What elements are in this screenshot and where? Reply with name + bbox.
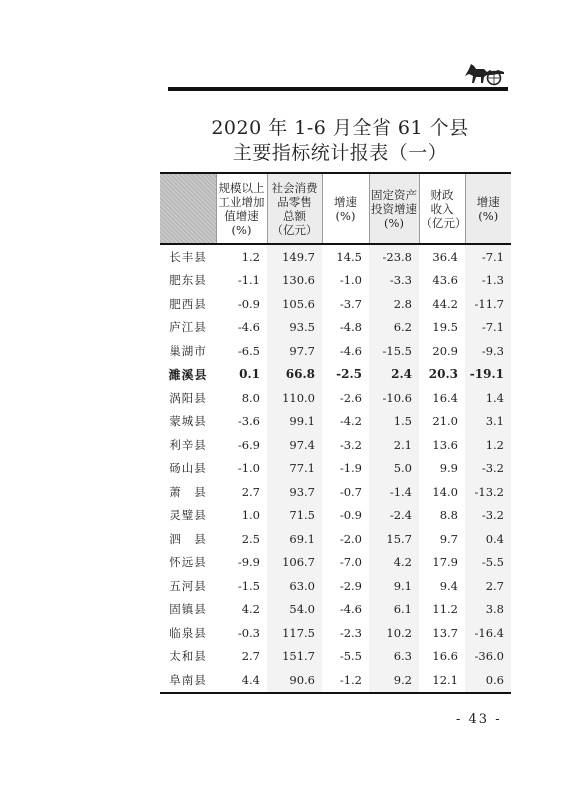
value-cell: 5.0 <box>369 457 419 481</box>
value-cell: -16.4 <box>465 621 511 645</box>
value-cell: -36.0 <box>465 645 511 669</box>
county-name-cell: 灵璧县 <box>169 508 207 523</box>
value-cell: -3.6 <box>237 414 260 429</box>
value-cell: 130.6 <box>267 269 322 293</box>
industrial-growth-header: 规模以上 工业增加 值增速 (%) <box>216 173 267 244</box>
county-indicator-table <box>160 172 511 694</box>
retail-sales-header: 社会消费 品零售 总额 （亿元） <box>267 173 322 244</box>
value-cell: -2.9 <box>339 578 362 593</box>
table-row <box>160 645 511 669</box>
table-row <box>160 363 511 387</box>
value-cell: -3.7 <box>339 296 362 311</box>
value-cell: -2.3 <box>339 625 362 640</box>
county-name-cell: 砀山县 <box>169 461 207 476</box>
value-cell: -5.5 <box>339 649 362 664</box>
value-cell: 16.4 <box>432 390 458 405</box>
value-cell: 6.2 <box>369 316 419 340</box>
table-row <box>160 551 511 575</box>
value-cell: 97.4 <box>267 433 322 457</box>
value-cell: -11.7 <box>465 292 511 316</box>
value-cell: 54.0 <box>267 598 322 622</box>
county-name-cell: 涡阳县 <box>169 390 207 405</box>
value-cell: 77.1 <box>267 457 322 481</box>
fiscal-revenue-header: 财政 收入 （亿元） <box>419 173 465 244</box>
value-cell: 13.7 <box>432 625 458 640</box>
value-cell: 12.1 <box>419 668 465 693</box>
table-row <box>160 574 511 598</box>
value-cell: -3.2 <box>339 437 362 452</box>
value-cell: 2.8 <box>369 292 419 316</box>
value-cell: 97.7 <box>267 339 322 363</box>
page-number: - 43 - <box>456 712 502 727</box>
value-cell: -4.6 <box>339 602 362 617</box>
value-cell: -0.9 <box>237 296 260 311</box>
value-cell: -5.5 <box>465 551 511 575</box>
value-cell: 1.2 <box>241 249 260 264</box>
county-name-cell: 庐江县 <box>169 320 207 335</box>
value-cell: 2.7 <box>241 484 260 499</box>
value-cell: 93.7 <box>267 480 322 504</box>
table-row <box>160 457 511 481</box>
table-row <box>160 480 511 504</box>
value-cell: -1.0 <box>237 461 260 476</box>
value-cell: -4.6 <box>237 320 260 335</box>
table-row <box>160 504 511 528</box>
value-cell: 11.2 <box>432 602 458 617</box>
value-cell: -3.2 <box>465 504 511 528</box>
table-row <box>160 316 511 340</box>
value-cell: 99.1 <box>267 410 322 434</box>
value-cell: -2.5 <box>336 367 362 382</box>
value-cell: 16.6 <box>432 649 458 664</box>
value-cell: 105.6 <box>267 292 322 316</box>
value-cell: 10.2 <box>369 621 419 645</box>
value-cell: 0.1 <box>239 367 260 382</box>
value-cell: -1.1 <box>237 273 260 288</box>
value-cell: 1.0 <box>241 508 260 523</box>
county-name-cell: 阜南县 <box>160 668 216 693</box>
county-header-cell <box>160 173 216 244</box>
value-cell: 0.4 <box>465 527 511 551</box>
value-cell: 20.3 <box>428 367 458 382</box>
value-cell: 17.9 <box>432 555 458 570</box>
value-cell: 151.7 <box>267 645 322 669</box>
value-cell: 8.8 <box>439 508 458 523</box>
value-cell: 3.8 <box>465 598 511 622</box>
table-header-row <box>160 173 511 244</box>
value-cell: 13.6 <box>432 437 458 452</box>
county-name-cell: 临泉县 <box>169 625 207 640</box>
value-cell: -0.9 <box>339 508 362 523</box>
table-row <box>160 339 511 363</box>
county-name-cell: 蒙城县 <box>169 414 207 429</box>
value-cell: -19.1 <box>465 363 511 387</box>
county-name-cell: 怀远县 <box>169 555 207 570</box>
county-name-cell: 利辛县 <box>169 437 207 452</box>
value-cell: 14.0 <box>432 484 458 499</box>
value-cell: 2.1 <box>369 433 419 457</box>
value-cell: -2.6 <box>339 390 362 405</box>
value-cell: 9.9 <box>439 461 458 476</box>
value-cell: 63.0 <box>267 574 322 598</box>
value-cell: 149.7 <box>267 244 322 269</box>
value-cell: -9.9 <box>237 555 260 570</box>
table-row <box>160 386 511 410</box>
value-cell: -2.0 <box>339 531 362 546</box>
value-cell: 4.4 <box>216 668 267 693</box>
table-row <box>160 527 511 551</box>
value-cell: -4.8 <box>339 320 362 335</box>
value-cell: -4.6 <box>339 343 362 358</box>
value-cell: 1.2 <box>465 433 511 457</box>
value-cell: -1.9 <box>339 461 362 476</box>
value-cell: 9.1 <box>369 574 419 598</box>
value-cell: 9.4 <box>439 578 458 593</box>
value-cell: 69.1 <box>267 527 322 551</box>
value-cell: -4.2 <box>339 414 362 429</box>
value-cell: 14.5 <box>336 249 362 264</box>
county-name-cell: 泗 县 <box>169 531 207 546</box>
value-cell: -13.2 <box>465 480 511 504</box>
county-name-cell: 肥西县 <box>169 296 207 311</box>
value-cell: -1.3 <box>465 269 511 293</box>
value-cell: 21.0 <box>432 414 458 429</box>
value-cell: 2.7 <box>241 649 260 664</box>
fiscal-growth-header: 增速 (%) <box>465 173 511 244</box>
value-cell: -7.1 <box>465 316 511 340</box>
value-cell: 6.1 <box>369 598 419 622</box>
value-cell: -0.3 <box>237 625 260 640</box>
value-cell: 0.6 <box>465 668 511 693</box>
value-cell: -9.3 <box>465 339 511 363</box>
investment-growth-header: 固定资产 投资增速 (%) <box>369 173 419 244</box>
value-cell: -7.1 <box>465 244 511 269</box>
value-cell: 106.7 <box>267 551 322 575</box>
county-name-cell: 太和县 <box>169 649 207 664</box>
value-cell: 15.7 <box>369 527 419 551</box>
table-row <box>160 621 511 645</box>
value-cell: 8.0 <box>241 390 260 405</box>
value-cell: -23.8 <box>369 244 419 269</box>
value-cell: 9.7 <box>439 531 458 546</box>
county-name-cell: 五河县 <box>169 578 207 593</box>
county-name-cell: 濉溪县 <box>168 367 208 382</box>
county-name-cell: 肥东县 <box>169 273 207 288</box>
value-cell: 93.5 <box>267 316 322 340</box>
table-row <box>160 433 511 457</box>
value-cell: 90.6 <box>267 668 322 693</box>
value-cell: 71.5 <box>267 504 322 528</box>
table-row <box>160 410 511 434</box>
header-rule <box>168 87 508 91</box>
value-cell: -10.6 <box>369 386 419 410</box>
table-row <box>160 244 511 269</box>
value-cell: -1.0 <box>339 273 362 288</box>
report-title-line2: 主要指标统计报表（一） <box>232 142 448 164</box>
value-cell: 6.3 <box>369 645 419 669</box>
value-cell: 20.9 <box>432 343 458 358</box>
value-cell: -15.5 <box>369 339 419 363</box>
value-cell: 19.5 <box>432 320 458 335</box>
table-row <box>160 269 511 293</box>
value-cell: 4.2 <box>369 551 419 575</box>
value-cell: -3.3 <box>369 269 419 293</box>
table-row <box>160 668 511 693</box>
value-cell: 2.7 <box>465 574 511 598</box>
county-name-cell: 长丰县 <box>169 249 207 264</box>
value-cell: -3.2 <box>465 457 511 481</box>
value-cell: 2.4 <box>369 363 419 387</box>
value-cell: 43.6 <box>432 273 458 288</box>
county-name-cell: 固镇县 <box>169 602 207 617</box>
county-name-cell: 巢湖市 <box>169 343 207 358</box>
value-cell: 117.5 <box>267 621 322 645</box>
value-cell: -1.2 <box>322 668 369 693</box>
retail-growth-header: 增速 (%) <box>322 173 369 244</box>
value-cell: 66.8 <box>267 363 322 387</box>
value-cell: 36.4 <box>432 249 458 264</box>
county-name-cell: 萧 县 <box>169 484 207 499</box>
value-cell: 110.0 <box>267 386 322 410</box>
horse-chariot-icon <box>462 60 506 86</box>
table-row <box>160 292 511 316</box>
value-cell: 3.1 <box>465 410 511 434</box>
value-cell: -6.5 <box>237 343 260 358</box>
table-body <box>160 244 511 693</box>
value-cell: 9.2 <box>369 668 419 693</box>
value-cell: 1.5 <box>369 410 419 434</box>
value-cell: -1.5 <box>237 578 260 593</box>
value-cell: 2.5 <box>241 531 260 546</box>
value-cell: -7.0 <box>339 555 362 570</box>
value-cell: -6.9 <box>237 437 260 452</box>
value-cell: -2.4 <box>369 504 419 528</box>
value-cell: -0.7 <box>339 484 362 499</box>
value-cell: 4.2 <box>241 602 260 617</box>
value-cell: -1.4 <box>369 480 419 504</box>
report-title-line1: 2020 年 1-6 月全省 61 个县 <box>211 117 469 139</box>
value-cell: 44.2 <box>432 296 458 311</box>
value-cell: 1.4 <box>465 386 511 410</box>
table-row <box>160 598 511 622</box>
